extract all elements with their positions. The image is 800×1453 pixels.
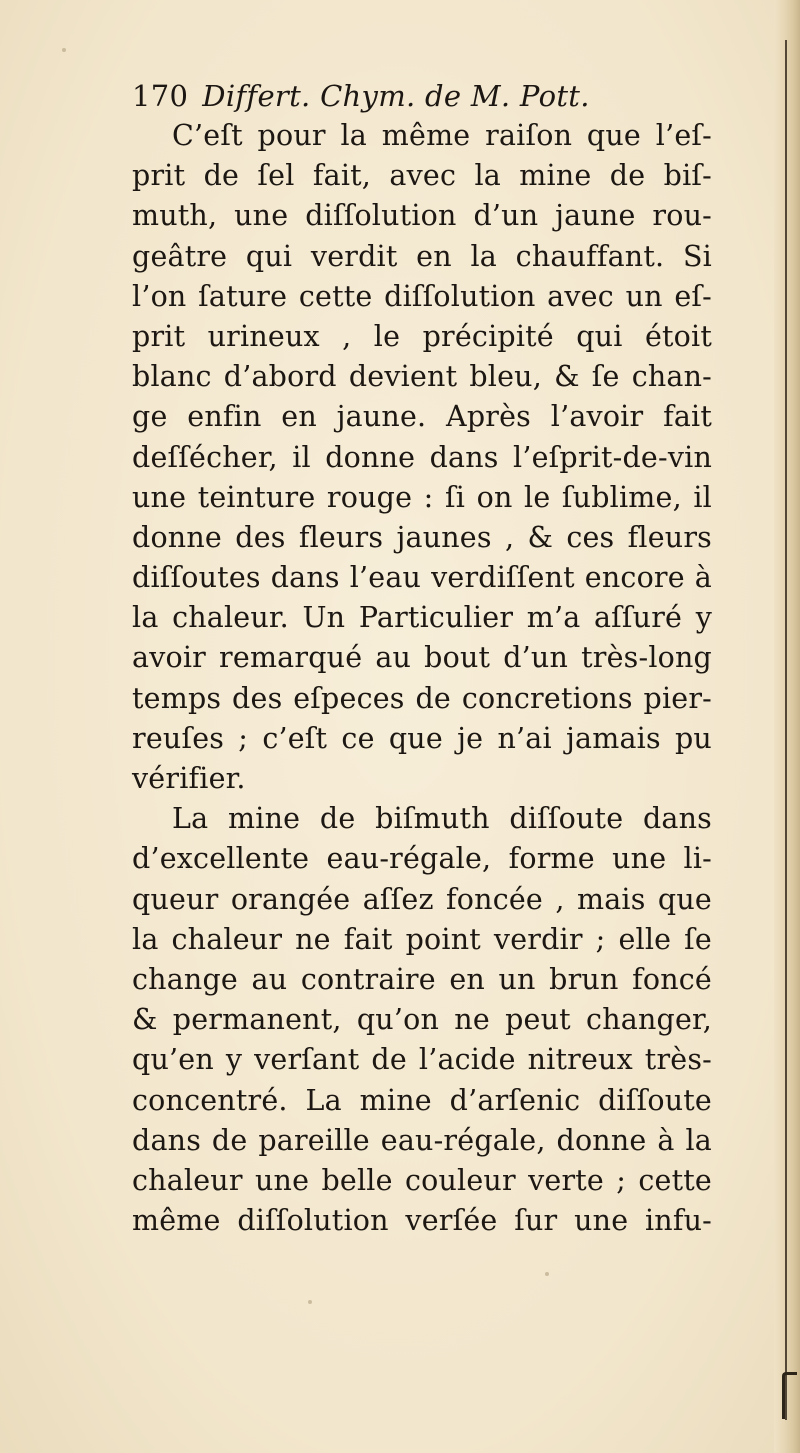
text-line: dans de pareille eau-régale, donne à la <box>132 1123 712 1157</box>
page-binding-edge <box>774 0 800 1453</box>
text-line: deſſécher, il donne dans l’eſprit-de-vin <box>132 440 712 474</box>
text-line: même diſſolution verſée ſur une infu- <box>132 1204 712 1238</box>
running-title: Differt. Chym. de M. Pott. <box>202 79 590 113</box>
text-line: donne des fleurs jaunes , & ces fleurs <box>132 520 712 554</box>
text-line: queur orangée aſſez foncée , mais que <box>132 882 712 916</box>
text-line: une teinture rouge : ſi on le ſublime, il <box>132 480 712 514</box>
text-line: change au contraire en un brun foncé <box>132 962 712 996</box>
paper-speck <box>62 48 66 52</box>
text-line: prit de ſel fait, avec la mine de biſ- <box>132 159 712 193</box>
page-number: 170 <box>132 79 189 113</box>
text-line: C’eſt pour la même raiſon que l’eſ- <box>172 119 712 152</box>
text-line: avoir remarqué au bout d’un très-long <box>132 641 712 675</box>
text-line: diſſoutes dans l’eau verdiſſent encore à <box>132 561 712 595</box>
running-head <box>132 76 712 116</box>
text-line: La mine de biſmuth diſſoute dans <box>172 802 712 836</box>
paper-speck <box>308 1300 312 1304</box>
text-block <box>132 76 712 1241</box>
text-line: d’excellente eau-régale, forme une li- <box>132 842 712 876</box>
text-line: l’on ſature cette diſſolution avec un eſ- <box>132 279 712 313</box>
paper-speck <box>545 1272 549 1276</box>
binding-mark <box>782 1372 797 1419</box>
text-line: la chaleur ne fait point verdir ; elle ſe <box>132 922 712 956</box>
text-line: vérifier. <box>132 762 246 795</box>
text-line: chaleur une belle couleur verte ; cette <box>132 1163 712 1197</box>
text-line: blanc d’abord devient bleu, & ſe chan- <box>132 360 712 394</box>
text-line: qu’en y verſant de l’acide nitreux très- <box>132 1043 712 1077</box>
text-line: temps des eſpeces de concretions pier- <box>132 681 712 715</box>
text-line: la chaleur. Un Particulier m’a aſſuré y <box>132 601 712 635</box>
text-line: & permanent, qu’on ne peut changer, <box>132 1003 712 1037</box>
text-line: geâtre qui verdit en la chauffant. Si <box>132 239 712 273</box>
text-line: reuſes ; c’eſt ce que je n’ai jamais pu <box>132 721 712 755</box>
text-line: prit urineux , le précipité qui étoit <box>132 319 712 353</box>
text-line: ge enfin en jaune. Après l’avoir fait <box>132 400 712 434</box>
binding-line <box>785 40 787 1420</box>
text-line: concentré. La mine d’arſenic diſſoute <box>132 1083 712 1117</box>
text-line: muth, une diſſolution d’un jaune rou- <box>132 199 712 233</box>
